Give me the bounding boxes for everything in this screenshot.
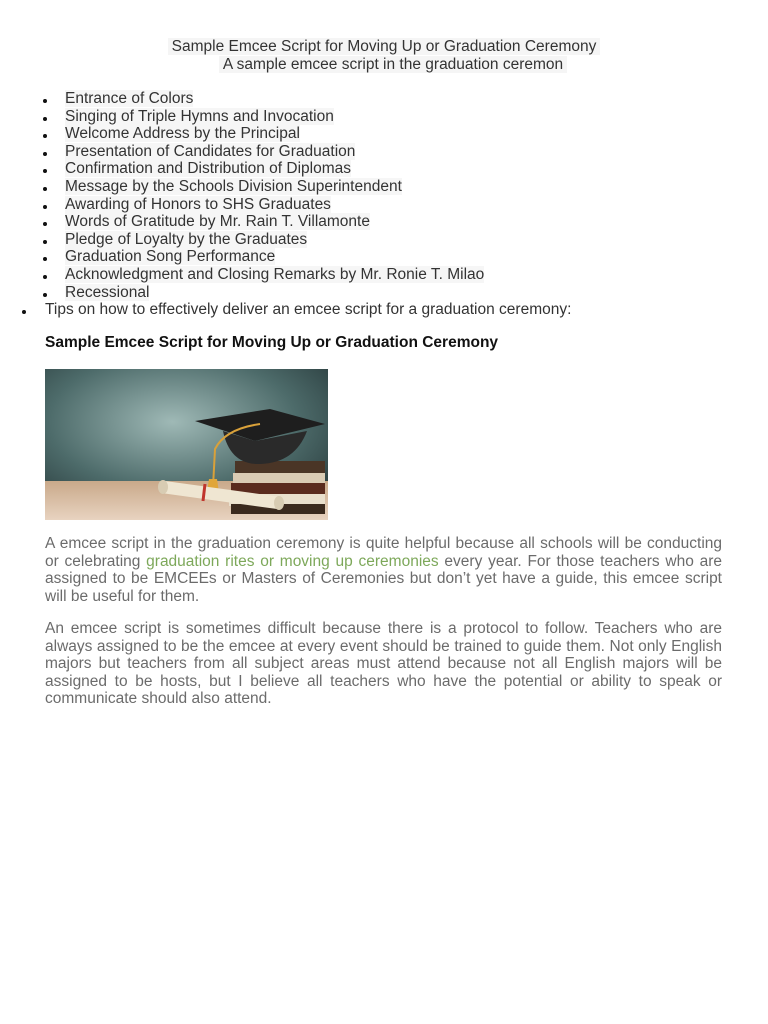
document-title: Sample Emcee Script for Moving Up or Graduation Ceremony [0, 38, 768, 56]
list-item: Words of Gratitude by Mr. Rain T. Villamonte [22, 213, 742, 231]
tips-list-item: Tips on how to effectively deliver an emcee script for a graduation ceremony: [22, 301, 742, 319]
program-list [22, 90, 742, 301]
program-list-container [22, 90, 742, 301]
list-item: Confirmation and Distribution of Diplomas [22, 160, 742, 178]
graduation-cap-photo [45, 369, 328, 520]
list-item: Welcome Address by the Principal [22, 125, 742, 143]
intro-paragraph: A emcee script in the graduation ceremony is quite helpful because all schools will be conducting or celebrating graduation rites or moving up ceremonies every year. For those teachers who are assigned to be EMCEEs or Masters of Ceremonies but don’t yet have a guide, this emcee script will be useful for them. [45, 535, 722, 605]
list-item: Singing of Triple Hymns and Invocation [22, 108, 742, 126]
graduation-rites-link[interactable]: graduation rites or moving up ceremonies [146, 552, 439, 570]
list-item: Pledge of Loyalty by the Graduates [22, 231, 742, 249]
list-item: Presentation of Candidates for Graduation [22, 143, 742, 161]
list-item: Entrance of Colors [22, 90, 742, 108]
list-item: Awarding of Honors to SHS Graduates [22, 196, 742, 214]
outline-list [22, 90, 742, 319]
document-subtitle: A sample emcee script in the graduation ceremon [0, 56, 768, 74]
protocol-paragraph: An emcee script is sometimes difficult because there is a protocol to follow. Teachers who are always assigned to be the emcee at every event should be trained to guide them. Not only English majors but teachers from all subject areas must attend because not all English majors will be assigned to be hosts, but I believe all teachers who have the potential or ability to speak or communicate should also attend. [45, 620, 722, 708]
list-item: Graduation Song Performance [22, 248, 742, 266]
section-heading: Sample Emcee Script for Moving Up or Graduation Ceremony [45, 334, 499, 351]
document-header [0, 38, 768, 74]
list-item: Recessional [22, 284, 742, 302]
list-item: Acknowledgment and Closing Remarks by Mr. Ronie T. Milao [22, 266, 742, 284]
list-item: Message by the Schools Division Superintendent [22, 178, 742, 196]
